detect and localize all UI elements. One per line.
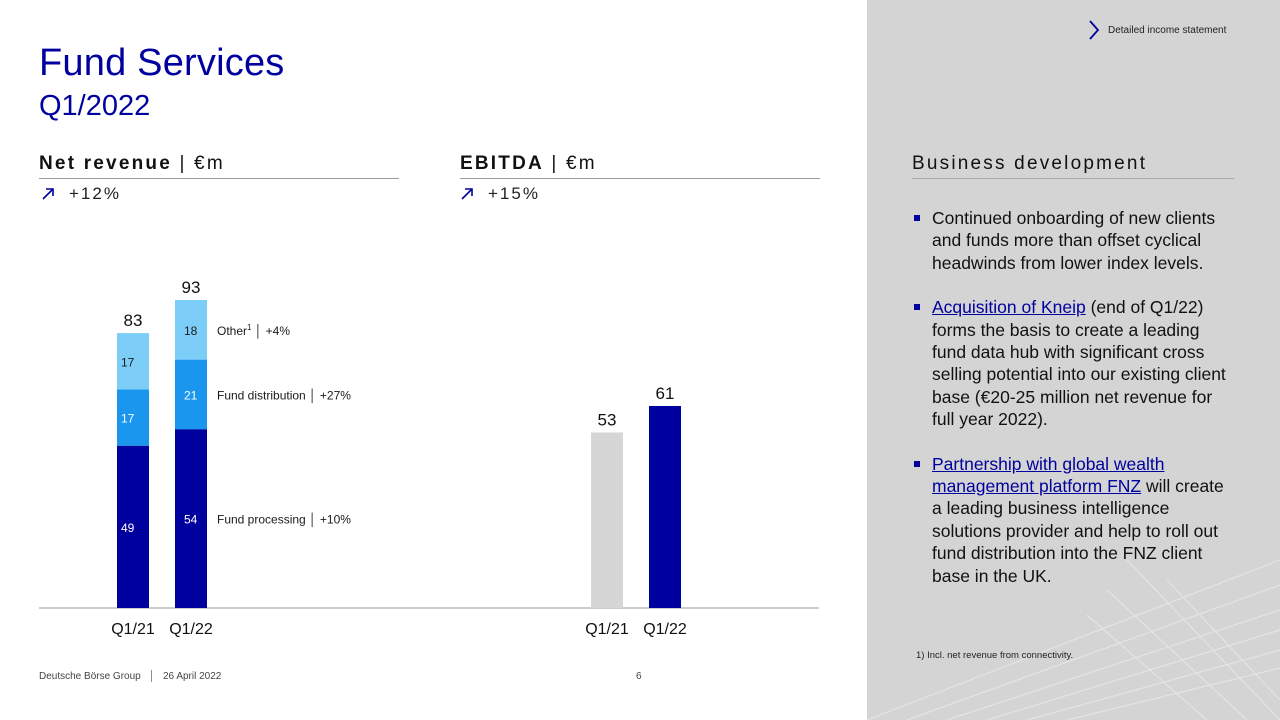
footer-separator: │ bbox=[148, 671, 155, 682]
segment-value-label: 21 bbox=[184, 388, 198, 403]
series-growth: │ +10% bbox=[305, 512, 351, 527]
segment-value-label: 17 bbox=[121, 411, 135, 426]
page-number: 6 bbox=[636, 671, 642, 682]
chevron-right-icon bbox=[1088, 19, 1100, 41]
x-tick-label: Q1/22 bbox=[643, 621, 687, 638]
series-name: Other bbox=[217, 323, 248, 338]
bar-total-label: 93 bbox=[181, 278, 201, 297]
footnote: 1) Incl. net revenue from connectivity. bbox=[916, 650, 1074, 661]
series-legend-label bbox=[217, 388, 351, 403]
series-legend-label bbox=[217, 323, 290, 339]
business-development-heading: Business development bbox=[912, 153, 1148, 174]
ebitda-value-label: 53 bbox=[597, 410, 617, 430]
ebitda-bar bbox=[649, 406, 681, 608]
segment-value-label: 49 bbox=[121, 520, 135, 535]
list-item bbox=[914, 207, 1234, 274]
footer-date: 26 April 2022 bbox=[162, 671, 222, 682]
x-tick-label: Q1/22 bbox=[169, 621, 213, 638]
x-tick-label: Q1/21 bbox=[111, 621, 155, 638]
x-tick-label: Q1/21 bbox=[585, 621, 629, 638]
fnz-partnership-link[interactable]: Partnership with global wealth management platform FNZ bbox=[932, 453, 1165, 497]
segment-value-label: 18 bbox=[184, 323, 198, 338]
page-subtitle: Q1/2022 bbox=[39, 90, 151, 122]
segment-value-label: 17 bbox=[121, 355, 135, 370]
net-revenue-heading-unit: | €m bbox=[171, 153, 225, 174]
ebitda-bar bbox=[591, 432, 623, 608]
page-title: Fund Services bbox=[39, 42, 285, 84]
nav-link-label: Detailed income statement bbox=[1108, 24, 1227, 36]
segment-value-label: 54 bbox=[184, 512, 198, 527]
bullet-text: (end of Q1/22) forms the basis to create a leading fund data hub with significant cross selling potential into our existing client base (€20-25 million net revenue for full year 2022). bbox=[932, 297, 1226, 430]
bullet-text: will create a leading business intelligence solutions provider and help to roll out fund distribution into the FNZ client base in the UK. bbox=[932, 476, 1224, 586]
ebitda-heading-unit: | €m bbox=[543, 153, 597, 174]
series-name: Fund processing bbox=[217, 512, 306, 527]
footer bbox=[39, 671, 221, 682]
bullet-text: Continued onboarding of new clients and funds more than offset cyclical headwinds from lower index levels. bbox=[932, 208, 1216, 273]
detailed-income-statement-link[interactable] bbox=[1088, 19, 1226, 41]
net-revenue-heading-bold: Net revenue bbox=[39, 153, 172, 174]
ebitda-heading-bold: EBITDA bbox=[460, 153, 544, 174]
list-item bbox=[914, 453, 1234, 587]
series-growth: │ +27% bbox=[305, 388, 351, 403]
series-growth: │ +4% bbox=[251, 323, 290, 338]
series-name: Fund distribution bbox=[217, 388, 306, 403]
business-development-list bbox=[914, 207, 1234, 609]
kneip-acquisition-link[interactable]: Acquisition of Kneip bbox=[932, 297, 1086, 318]
bar-total-label: 83 bbox=[123, 311, 143, 331]
footer-company: Deutsche Börse Group bbox=[39, 671, 141, 682]
bars-layer bbox=[111, 278, 687, 638]
list-item bbox=[914, 296, 1234, 430]
net-revenue-growth-value: +12% bbox=[69, 184, 121, 203]
business-development-divider bbox=[912, 178, 1234, 179]
series-legend-label bbox=[217, 513, 351, 528]
ebitda-growth-value: +15% bbox=[488, 184, 540, 203]
series-superscript: 1 bbox=[247, 322, 252, 332]
ebitda-value-label: 61 bbox=[655, 383, 675, 403]
